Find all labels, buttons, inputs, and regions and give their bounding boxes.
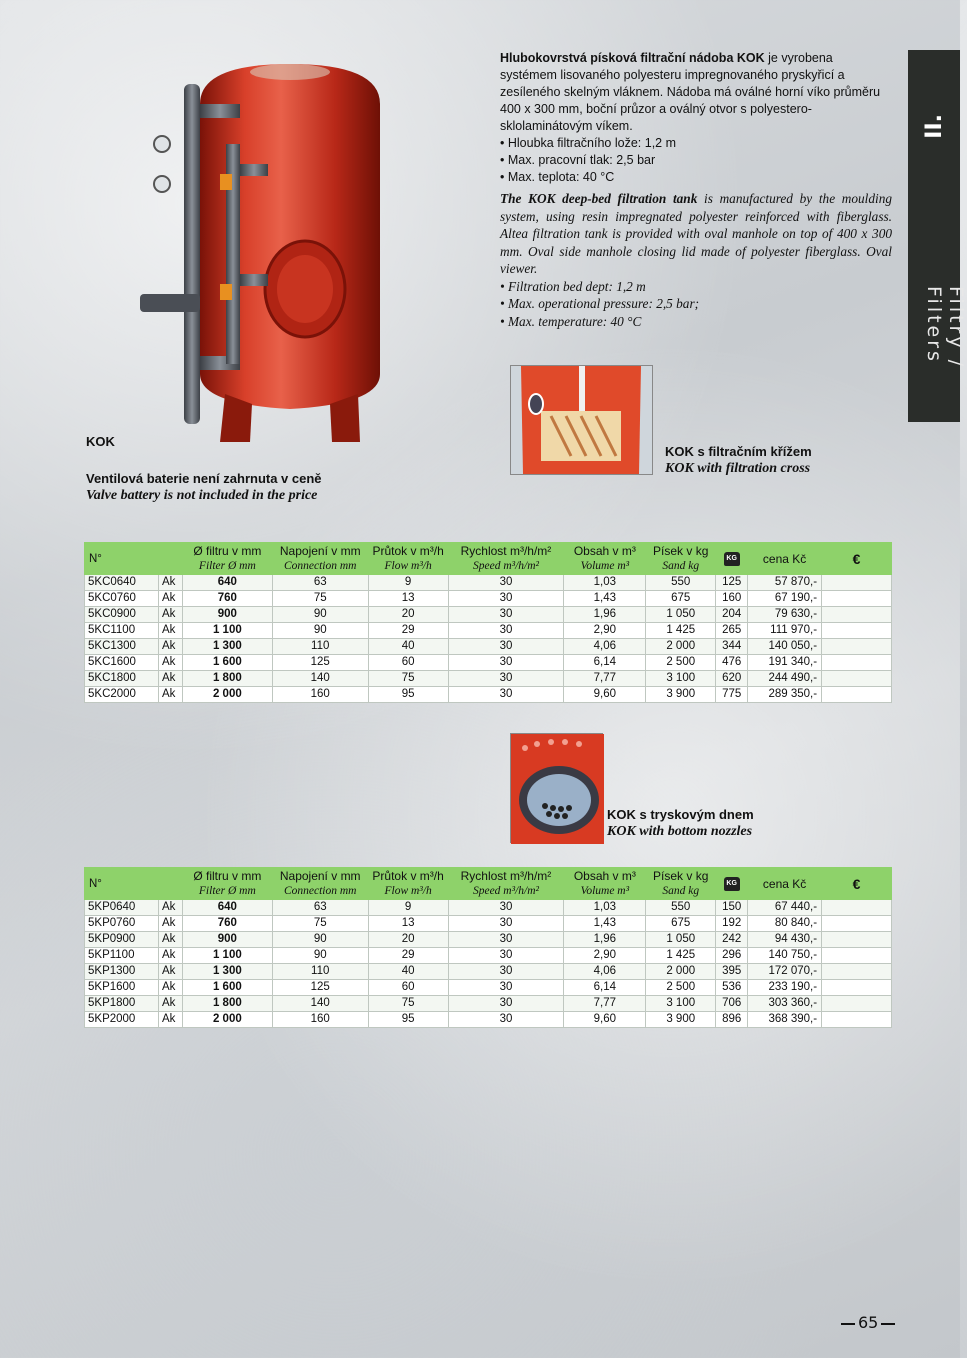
tank-weight: 775: [716, 687, 748, 703]
flow: 40: [368, 964, 448, 980]
flow: 60: [368, 980, 448, 996]
connection: 125: [272, 655, 368, 671]
filter-diameter: 2 000: [182, 1012, 272, 1028]
sand-weight: 1 425: [646, 948, 716, 964]
col-flow: Průtok v m³/h Flow m³/h: [368, 543, 448, 575]
price-eur: [822, 639, 892, 655]
sand-weight: 675: [646, 591, 716, 607]
description-en-text: is manufactured by the moulding system, using resin impregnated polyester reinforced with fiberglass. Altea filtration tank is provided with oval manhole on top of 400 x 300 mm. Oval side manhole closing lid made of polyester fiberglass. Oval viewer.: [500, 191, 893, 276]
connection: 90: [272, 932, 368, 948]
price-eur: [822, 623, 892, 639]
col-speed: Rychlost m³/h/m² Speed m³/h/m²: [448, 868, 564, 900]
section-title: Filtry / Filters: [923, 286, 967, 370]
tank-weight: 160: [716, 591, 748, 607]
description-cz-paragraph: [500, 50, 892, 135]
volume: 1,43: [564, 591, 646, 607]
filter-diameter: 2 000: [182, 687, 272, 703]
speed: 30: [448, 591, 564, 607]
table-row: [85, 671, 892, 687]
chapter-side-tab: [908, 50, 967, 422]
sand-weight: 1 050: [646, 607, 716, 623]
sand-weight: 3 900: [646, 1012, 716, 1028]
flow: 20: [368, 932, 448, 948]
price-eur: [822, 575, 892, 591]
product-code: 5KC0760: [85, 591, 159, 607]
speed: 30: [448, 687, 564, 703]
price-czk: 191 340,-: [748, 655, 822, 671]
description-cz-lead: Hlubokovrstvá písková filtrační nádoba KOK: [500, 51, 765, 65]
sand-weight: 3 100: [646, 996, 716, 1012]
weight-icon: KG: [724, 877, 740, 891]
price-eur: [822, 948, 892, 964]
table-row: [85, 916, 892, 932]
speed: 30: [448, 655, 564, 671]
connection: 90: [272, 948, 368, 964]
ak-marker: Ak: [158, 575, 182, 591]
table-row: [85, 1012, 892, 1028]
col-weight: [716, 543, 748, 575]
sand-weight: 550: [646, 575, 716, 591]
ak-marker: Ak: [158, 980, 182, 996]
price-eur: [822, 1012, 892, 1028]
price-eur: [822, 932, 892, 948]
page-number: [838, 1313, 898, 1332]
volume: 7,77: [564, 671, 646, 687]
speed: 30: [448, 623, 564, 639]
product-code: 5KC2000: [85, 687, 159, 703]
price-czk: 80 840,-: [748, 916, 822, 932]
table-row: [85, 980, 892, 996]
flow: 20: [368, 607, 448, 623]
volume: 1,96: [564, 932, 646, 948]
ak-marker: Ak: [158, 591, 182, 607]
sand-weight: 2 000: [646, 964, 716, 980]
filter-diameter: 900: [182, 932, 272, 948]
flow: 40: [368, 639, 448, 655]
price-czk: 244 490,-: [748, 671, 822, 687]
flow: 95: [368, 687, 448, 703]
filter-diameter: 1 600: [182, 980, 272, 996]
sand-weight: 3 100: [646, 671, 716, 687]
ak-marker: Ak: [158, 916, 182, 932]
caption-cz: KOK s filtračním křížem: [665, 444, 812, 459]
weight-icon: KG: [724, 552, 740, 566]
table-row: [85, 687, 892, 703]
filter-diameter: 640: [182, 900, 272, 916]
price-czk: 140 750,-: [748, 948, 822, 964]
ak-marker: Ak: [158, 1012, 182, 1028]
price-czk: 172 070,-: [748, 964, 822, 980]
speed: 30: [448, 948, 564, 964]
filter-tank-image: [140, 44, 400, 444]
price-czk: 140 050,-: [748, 639, 822, 655]
spec-item: • Hloubka filtračního lože: 1,2 m: [500, 135, 892, 152]
table-row: [85, 655, 892, 671]
bottom-nozzles-illustration: [511, 734, 604, 844]
col-sand: Písek v kg Sand kg: [646, 868, 716, 900]
ak-marker: Ak: [158, 671, 182, 687]
euro-icon: €: [852, 550, 861, 567]
filter-diameter: 760: [182, 916, 272, 932]
flow: 75: [368, 671, 448, 687]
product-code: 5KP1100: [85, 948, 159, 964]
filter-diameter: 1 100: [182, 623, 272, 639]
tank-weight: 536: [716, 980, 748, 996]
product-code: 5KC0900: [85, 607, 159, 623]
price-eur: [822, 916, 892, 932]
col-volume: Obsah v m³ Volume m³: [564, 868, 646, 900]
filter-diameter: 1 600: [182, 655, 272, 671]
connection: 90: [272, 607, 368, 623]
connection: 90: [272, 623, 368, 639]
caption-en: KOK with bottom nozzles: [607, 824, 753, 839]
sand-weight: 2 000: [646, 639, 716, 655]
filter-diameter: 1 100: [182, 948, 272, 964]
price-eur: [822, 900, 892, 916]
speed: 30: [448, 639, 564, 655]
price-eur: [822, 687, 892, 703]
ak-marker: Ak: [158, 964, 182, 980]
filter-diameter: 900: [182, 607, 272, 623]
speed: 30: [448, 900, 564, 916]
filter-diameter: 1 800: [182, 996, 272, 1012]
connection: 110: [272, 964, 368, 980]
price-czk: 57 870,-: [748, 575, 822, 591]
flow: 60: [368, 655, 448, 671]
sand-weight: 1 425: [646, 623, 716, 639]
product-code: 5KP0640: [85, 900, 159, 916]
table-row: [85, 575, 892, 591]
price-eur: [822, 607, 892, 623]
speed: 30: [448, 996, 564, 1012]
connection: 160: [272, 1012, 368, 1028]
connection: 110: [272, 639, 368, 655]
chapter-number: II.: [922, 114, 947, 139]
price-eur: [822, 964, 892, 980]
tank-weight: 204: [716, 607, 748, 623]
caption-filtration-cross: [665, 444, 812, 477]
filter-diameter: 640: [182, 575, 272, 591]
product-code: 5KP0900: [85, 932, 159, 948]
bottom-nozzles-image: [510, 733, 603, 843]
caption-bottom-nozzles: [607, 807, 754, 840]
volume: 9,60: [564, 1012, 646, 1028]
euro-icon: €: [852, 875, 861, 892]
col-price: cena Kč: [748, 868, 822, 900]
description-en-paragraph: [500, 190, 892, 278]
price-czk: 289 350,-: [748, 687, 822, 703]
col-filter: Ø filtru v mm Filter Ø mm: [182, 543, 272, 575]
ak-marker: Ak: [158, 623, 182, 639]
col-flow: Průtok v m³/h Flow m³/h: [368, 868, 448, 900]
flow: 13: [368, 916, 448, 932]
product-code: 5KP1300: [85, 964, 159, 980]
ak-marker: Ak: [158, 900, 182, 916]
tank-illustration: [140, 44, 400, 444]
speed: 30: [448, 980, 564, 996]
col-euro: [822, 543, 892, 575]
volume: 1,03: [564, 900, 646, 916]
ak-marker: Ak: [158, 655, 182, 671]
table-row: [85, 900, 892, 916]
flow: 95: [368, 1012, 448, 1028]
price-eur: [822, 996, 892, 1012]
flow: 9: [368, 575, 448, 591]
flow: 29: [368, 623, 448, 639]
spec-list-cz: [500, 135, 892, 186]
price-czk: 233 190,-: [748, 980, 822, 996]
filtration-cross-illustration: [511, 366, 652, 474]
col-euro: [822, 868, 892, 900]
spec-item: • Max. pracovní tlak: 2,5 bar: [500, 152, 892, 169]
volume: 2,90: [564, 623, 646, 639]
connection: 140: [272, 671, 368, 687]
tank-weight: 242: [716, 932, 748, 948]
price-eur: [822, 980, 892, 996]
spec-item: • Max. temperature: 40 °C: [500, 313, 892, 331]
ak-marker: Ak: [158, 996, 182, 1012]
flow: 13: [368, 591, 448, 607]
product-code: 5KC1300: [85, 639, 159, 655]
price-table-filtration-cross: [84, 542, 892, 703]
speed: 30: [448, 575, 564, 591]
description-en: [500, 190, 892, 330]
connection: 63: [272, 900, 368, 916]
speed: 30: [448, 916, 564, 932]
flow: 29: [368, 948, 448, 964]
tank-weight: 265: [716, 623, 748, 639]
col-connection: Napojení v mm Connection mm: [272, 868, 368, 900]
table-header-row: [85, 868, 892, 900]
table-row: [85, 964, 892, 980]
connection: 63: [272, 575, 368, 591]
volume: 4,06: [564, 964, 646, 980]
tank-weight: 706: [716, 996, 748, 1012]
product-label: KOK: [86, 434, 115, 449]
product-code: 5KP1800: [85, 996, 159, 1012]
flow: 9: [368, 900, 448, 916]
table-row: [85, 639, 892, 655]
col-filter: Ø filtru v mm Filter Ø mm: [182, 868, 272, 900]
connection: 75: [272, 591, 368, 607]
price-eur: [822, 655, 892, 671]
col-sand: Písek v kg Sand kg: [646, 543, 716, 575]
page-number-text: 65: [858, 1313, 879, 1332]
col-speed: Rychlost m³/h/m² Speed m³/h/m²: [448, 543, 564, 575]
flow: 75: [368, 996, 448, 1012]
price-table-bottom-nozzles: [84, 867, 892, 1028]
product-code: 5KP2000: [85, 1012, 159, 1028]
volume: 4,06: [564, 639, 646, 655]
tank-weight: 296: [716, 948, 748, 964]
ak-marker: Ak: [158, 607, 182, 623]
volume: 6,14: [564, 980, 646, 996]
price-czk: 303 360,-: [748, 996, 822, 1012]
tank-weight: 476: [716, 655, 748, 671]
ak-marker: Ak: [158, 639, 182, 655]
table-row: [85, 996, 892, 1012]
filter-diameter: 760: [182, 591, 272, 607]
sand-weight: 675: [646, 916, 716, 932]
col-connection: Napojení v mm Connection mm: [272, 543, 368, 575]
price-eur: [822, 671, 892, 687]
spec-list-en: [500, 278, 892, 331]
col-weight: [716, 868, 748, 900]
ak-marker: Ak: [158, 948, 182, 964]
filter-diameter: 1 800: [182, 671, 272, 687]
product-code: 5KC1600: [85, 655, 159, 671]
volume: 6,14: [564, 655, 646, 671]
table-header-row: [85, 543, 892, 575]
price-czk: 368 390,-: [748, 1012, 822, 1028]
col-price: cena Kč: [748, 543, 822, 575]
sand-weight: 2 500: [646, 980, 716, 996]
spec-item: • Max. teplota: 40 °C: [500, 169, 892, 186]
table-row: [85, 607, 892, 623]
price-czk: 111 970,-: [748, 623, 822, 639]
speed: 30: [448, 607, 564, 623]
sand-weight: 550: [646, 900, 716, 916]
tank-weight: 896: [716, 1012, 748, 1028]
table-row: [85, 623, 892, 639]
connection: 160: [272, 687, 368, 703]
spec-item: • Max. operational pressure: 2,5 bar;: [500, 295, 892, 313]
description-en-lead: The KOK deep-bed filtration tank: [500, 191, 698, 206]
col-no: N°: [85, 543, 183, 575]
filter-diameter: 1 300: [182, 639, 272, 655]
valve-note-cz: Ventilová baterie není zahrnuta v ceně: [86, 471, 322, 486]
caption-en: KOK with filtration cross: [665, 461, 811, 476]
sand-weight: 3 900: [646, 687, 716, 703]
volume: 2,90: [564, 948, 646, 964]
speed: 30: [448, 932, 564, 948]
connection: 75: [272, 916, 368, 932]
volume: 1,43: [564, 916, 646, 932]
price-czk: 67 190,-: [748, 591, 822, 607]
tank-weight: 620: [716, 671, 748, 687]
volume: 1,96: [564, 607, 646, 623]
ak-marker: Ak: [158, 932, 182, 948]
connection: 140: [272, 996, 368, 1012]
tank-weight: 125: [716, 575, 748, 591]
price-czk: 67 440,-: [748, 900, 822, 916]
volume: 9,60: [564, 687, 646, 703]
speed: 30: [448, 1012, 564, 1028]
price-czk: 94 430,-: [748, 932, 822, 948]
table-row: [85, 948, 892, 964]
filter-diameter: 1 300: [182, 964, 272, 980]
table-row: [85, 591, 892, 607]
price-czk: 79 630,-: [748, 607, 822, 623]
table-row: [85, 932, 892, 948]
volume: 7,77: [564, 996, 646, 1012]
col-volume: Obsah v m³ Volume m³: [564, 543, 646, 575]
tank-weight: 395: [716, 964, 748, 980]
spec-item: • Filtration bed dept: 1,2 m: [500, 278, 892, 296]
connection: 125: [272, 980, 368, 996]
tank-weight: 150: [716, 900, 748, 916]
sand-weight: 1 050: [646, 932, 716, 948]
sand-weight: 2 500: [646, 655, 716, 671]
speed: 30: [448, 964, 564, 980]
valve-note-en: Valve battery is not included in the price: [86, 488, 318, 503]
price-eur: [822, 591, 892, 607]
product-code: 5KC1800: [85, 671, 159, 687]
filtration-cross-image: [510, 365, 653, 475]
tank-weight: 344: [716, 639, 748, 655]
ak-marker: Ak: [158, 687, 182, 703]
speed: 30: [448, 671, 564, 687]
product-code: 5KC0640: [85, 575, 159, 591]
product-code: 5KC1100: [85, 623, 159, 639]
description-cz-text: je vyrobena systémem lisovaného polyesteru impregnovaného pryskyřicí a zesíleného skelným vláknem. Nádoba má oválné horní víko průměru 400 x 300 mm, boční průzor a oválný otvor s polyestero-sklolaminátovým víkem.: [500, 51, 881, 133]
product-code: 5KP1600: [85, 980, 159, 996]
tank-weight: 192: [716, 916, 748, 932]
product-code: 5KP0760: [85, 916, 159, 932]
caption-cz: KOK s tryskovým dnem: [607, 807, 754, 822]
col-no: N°: [85, 868, 183, 900]
volume: 1,03: [564, 575, 646, 591]
description-cz: [500, 50, 892, 186]
